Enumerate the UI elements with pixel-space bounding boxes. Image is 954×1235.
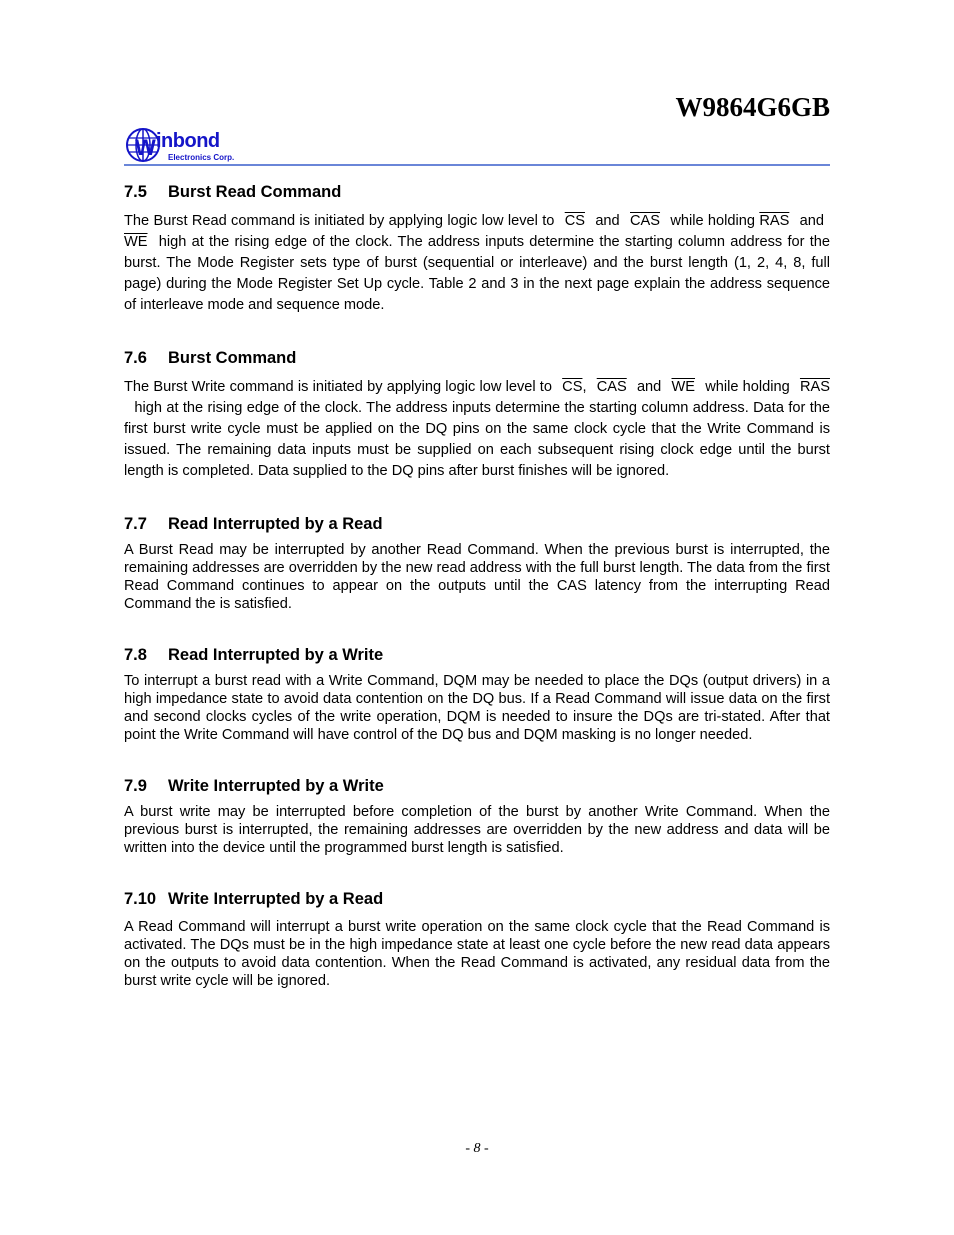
- section-title: Read Interrupted by a Read: [168, 515, 383, 533]
- signal-cs: $\overline{CS}$: [564, 213, 585, 229]
- section-heading: [124, 777, 830, 796]
- section-paragraph: A Read Command will interrupt a burst write operation on the same clock cycle that the Read Command is activated. The DQs must be in the high impedance state at least one cycle before the new read data appears on the outputs to avoid data contention. When the Read Command is activated, any residual data from the burst write cycle will be ignored.: [124, 919, 830, 989]
- paragraph-text: The Burst Write command is initiated by applying logic low level to: [124, 379, 552, 395]
- paragraph-text: while holding: [705, 379, 790, 395]
- paragraph-text: ,: [582, 379, 587, 395]
- section-number: 7.9: [124, 777, 147, 795]
- signal-ras: $\overline{RAS}$: [759, 213, 790, 229]
- paragraph-text: The Burst Read command is initiated by applying logic low level to: [124, 213, 555, 229]
- paragraph-text: and: [799, 213, 825, 229]
- section-heading: [124, 349, 830, 368]
- section-title: Write Interrupted by a Read: [168, 890, 384, 908]
- logo-text: inbond: [156, 130, 220, 152]
- section-number: 7.8: [124, 646, 147, 664]
- section-number: 7.7: [124, 515, 147, 533]
- section-7-5: [124, 183, 830, 316]
- section-number: 7.5: [124, 183, 147, 201]
- section-heading: [124, 183, 830, 202]
- page-number: - 8 -: [465, 1141, 489, 1156]
- logo-initial: W: [135, 135, 156, 160]
- signal-cas: $\overline{CAS}$: [596, 379, 627, 395]
- section-7-6: [124, 349, 830, 482]
- section-paragraph: To interrupt a burst read with a Write Command, DQM may be needed to place the DQs (output drivers) in a high impedance state to avoid data contention on the DQ bus. If a Read Command will issue data on the first and second clocks cycles of the write operation, DQM is needed to insure the DQs are tri-stated. After that point the Write Command will have control of the DQ bus and DQM masking is no longer needed.: [124, 673, 830, 743]
- section-number: 7.10: [124, 890, 157, 908]
- signal-cs: $\overline{CS}$: [562, 379, 583, 395]
- signal-cas: $\overline{CAS}$: [630, 213, 661, 229]
- paragraph-text: and: [636, 379, 662, 395]
- section-7-8: [124, 646, 830, 744]
- logo-subtitle: Electronics Corp.: [168, 153, 235, 162]
- section-title: Read Interrupted by a Write: [168, 646, 384, 664]
- part-number: W9864G6GB: [675, 92, 830, 122]
- paragraph-text: and: [595, 213, 620, 229]
- section-title: Write Interrupted by a Write: [168, 777, 384, 795]
- section-title: Burst Command: [168, 349, 297, 367]
- section-paragraph: [124, 377, 830, 482]
- section-number: 7.6: [124, 349, 147, 367]
- section-paragraph: A Burst Read may be interrupted by another Read Command. When the previous burst is interrupted, the remaining addresses are overridden by the new read address with the full burst length. The data from the first Read Command continues to appear on the outputs until the CAS latency from the interrupting Read Command the is satisfied.: [124, 542, 830, 612]
- section-heading: [124, 890, 830, 909]
- document-body: [124, 183, 830, 1023]
- paragraph-text: high at the rising edge of the clock. The address inputs determine the starting column address for the burst. The Mode Register sets type of burst (sequential or interleave) and the burst length (1, 2, 4, 8, full page) during the Mode Register Set Up cycle. Table 2 and 3 in the next page explain the address sequence of interleave mode and sequence mode.: [124, 234, 830, 313]
- section-heading: [124, 515, 830, 534]
- section-heading: [124, 646, 830, 665]
- section-7-9: [124, 777, 830, 857]
- header-rule: [124, 164, 830, 166]
- section-title: Burst Read Command: [168, 183, 342, 201]
- signal-ras: $\overline{RAS}$: [799, 379, 830, 395]
- paragraph-text: high at the rising edge of the clock. The address inputs determine the starting column address. Data for the first burst write cycle must be applied on the DQ pins on the same clock cycle that the Write Command is issued. The remaining data inputs must be supplied on each subsequent rising clock edge until the burst length is completed. Data supplied to the DQ pins after burst finishes will be ignored.: [124, 400, 830, 479]
- section-7-7: [124, 515, 830, 613]
- signal-we: $\overline{WE}$: [671, 379, 696, 395]
- signal-we: $\overline{WE}$: [124, 234, 148, 250]
- winbond-logo: [126, 126, 251, 164]
- paragraph-text: while holding: [670, 213, 755, 229]
- section-paragraph: A burst write may be interrupted before completion of the burst by another Write Command. When the previous burst is interrupted, the remaining addresses are overridden by the new address and data will be written into the device until the programmed burst length is satisfied.: [124, 804, 830, 856]
- section-paragraph: [124, 211, 830, 316]
- section-7-10: [124, 890, 830, 990]
